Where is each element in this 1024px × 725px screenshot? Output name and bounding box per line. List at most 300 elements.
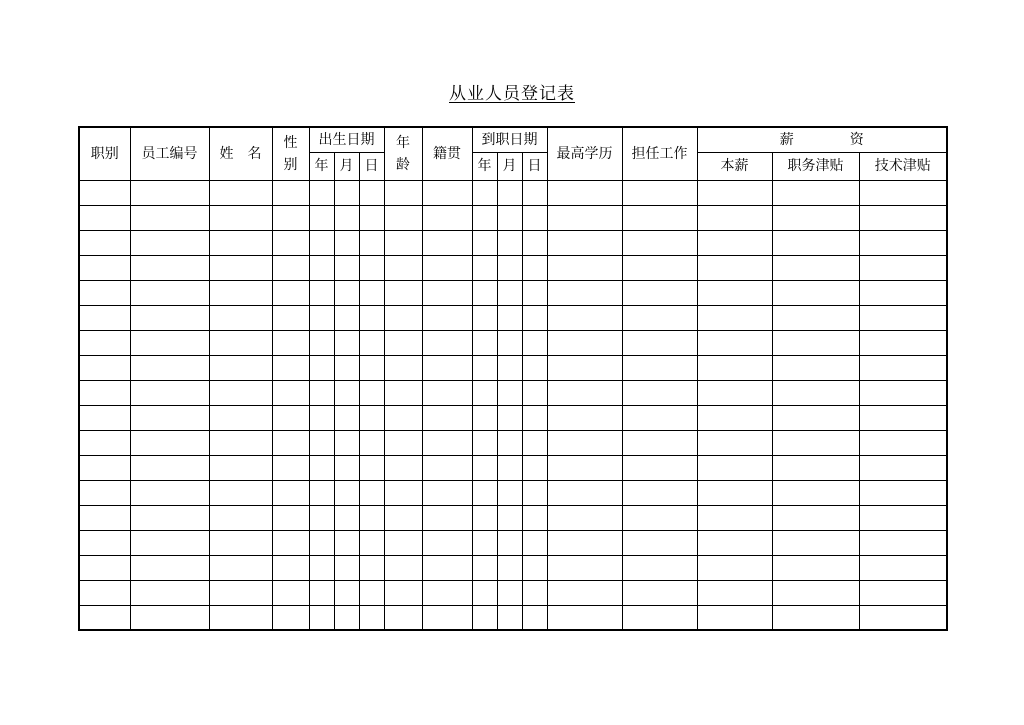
- table-cell[interactable]: [130, 205, 209, 230]
- table-cell[interactable]: [422, 555, 472, 580]
- table-cell[interactable]: [772, 555, 859, 580]
- table-cell[interactable]: [272, 305, 309, 330]
- table-cell[interactable]: [384, 605, 422, 630]
- table-cell[interactable]: [272, 330, 309, 355]
- table-cell[interactable]: [522, 255, 547, 280]
- table-cell[interactable]: [272, 405, 309, 430]
- table-cell[interactable]: [422, 205, 472, 230]
- table-cell[interactable]: [522, 205, 547, 230]
- table-cell[interactable]: [697, 580, 772, 605]
- table-cell[interactable]: [130, 530, 209, 555]
- table-cell[interactable]: [697, 430, 772, 455]
- table-cell[interactable]: [622, 305, 697, 330]
- table-cell[interactable]: [79, 255, 130, 280]
- table-cell[interactable]: [272, 505, 309, 530]
- table-cell[interactable]: [272, 430, 309, 455]
- table-cell[interactable]: [622, 555, 697, 580]
- table-cell[interactable]: [79, 455, 130, 480]
- table-cell[interactable]: [334, 305, 359, 330]
- table-cell[interactable]: [522, 580, 547, 605]
- table-cell[interactable]: [497, 480, 522, 505]
- table-cell[interactable]: [859, 455, 947, 480]
- table-cell[interactable]: [472, 280, 497, 305]
- table-cell[interactable]: [384, 530, 422, 555]
- table-cell[interactable]: [209, 280, 272, 305]
- table-cell[interactable]: [334, 230, 359, 255]
- table-cell[interactable]: [859, 180, 947, 205]
- table-cell[interactable]: [472, 555, 497, 580]
- table-cell[interactable]: [622, 230, 697, 255]
- table-cell[interactable]: [272, 180, 309, 205]
- table-cell[interactable]: [209, 405, 272, 430]
- table-cell[interactable]: [522, 305, 547, 330]
- table-cell[interactable]: [384, 255, 422, 280]
- table-cell[interactable]: [697, 230, 772, 255]
- table-cell[interactable]: [547, 280, 622, 305]
- table-cell[interactable]: [772, 280, 859, 305]
- table-cell[interactable]: [522, 180, 547, 205]
- table-cell[interactable]: [859, 505, 947, 530]
- table-cell[interactable]: [384, 430, 422, 455]
- table-cell[interactable]: [622, 580, 697, 605]
- table-cell[interactable]: [309, 480, 334, 505]
- table-cell[interactable]: [472, 255, 497, 280]
- table-cell[interactable]: [772, 430, 859, 455]
- table-cell[interactable]: [522, 430, 547, 455]
- table-cell[interactable]: [497, 230, 522, 255]
- table-cell[interactable]: [79, 330, 130, 355]
- table-cell[interactable]: [309, 355, 334, 380]
- table-cell[interactable]: [130, 405, 209, 430]
- table-cell[interactable]: [422, 480, 472, 505]
- table-cell[interactable]: [384, 180, 422, 205]
- table-cell[interactable]: [497, 205, 522, 230]
- table-cell[interactable]: [859, 305, 947, 330]
- table-cell[interactable]: [697, 405, 772, 430]
- table-cell[interactable]: [622, 330, 697, 355]
- table-cell[interactable]: [622, 480, 697, 505]
- table-cell[interactable]: [209, 355, 272, 380]
- table-cell[interactable]: [772, 405, 859, 430]
- table-cell[interactable]: [772, 255, 859, 280]
- table-cell[interactable]: [272, 230, 309, 255]
- table-cell[interactable]: [697, 480, 772, 505]
- table-cell[interactable]: [334, 605, 359, 630]
- table-cell[interactable]: [209, 230, 272, 255]
- table-cell[interactable]: [130, 455, 209, 480]
- table-cell[interactable]: [130, 505, 209, 530]
- table-cell[interactable]: [547, 180, 622, 205]
- table-cell[interactable]: [697, 505, 772, 530]
- table-cell[interactable]: [359, 280, 384, 305]
- table-cell[interactable]: [547, 530, 622, 555]
- table-cell[interactable]: [547, 205, 622, 230]
- table-cell[interactable]: [622, 455, 697, 480]
- table-cell[interactable]: [130, 555, 209, 580]
- table-cell[interactable]: [697, 555, 772, 580]
- table-cell[interactable]: [79, 580, 130, 605]
- table-cell[interactable]: [209, 380, 272, 405]
- table-cell[interactable]: [472, 355, 497, 380]
- table-cell[interactable]: [522, 530, 547, 555]
- table-cell[interactable]: [547, 480, 622, 505]
- table-cell[interactable]: [859, 230, 947, 255]
- table-cell[interactable]: [79, 505, 130, 530]
- table-cell[interactable]: [79, 305, 130, 330]
- table-cell[interactable]: [422, 255, 472, 280]
- table-cell[interactable]: [359, 555, 384, 580]
- table-cell[interactable]: [309, 505, 334, 530]
- table-cell[interactable]: [79, 230, 130, 255]
- table-cell[interactable]: [272, 555, 309, 580]
- table-cell[interactable]: [622, 380, 697, 405]
- table-cell[interactable]: [547, 555, 622, 580]
- table-cell[interactable]: [859, 480, 947, 505]
- table-cell[interactable]: [622, 180, 697, 205]
- table-cell[interactable]: [79, 480, 130, 505]
- table-cell[interactable]: [359, 605, 384, 630]
- table-cell[interactable]: [622, 505, 697, 530]
- table-cell[interactable]: [384, 480, 422, 505]
- table-cell[interactable]: [334, 455, 359, 480]
- table-cell[interactable]: [209, 205, 272, 230]
- table-cell[interactable]: [859, 580, 947, 605]
- table-cell[interactable]: [859, 555, 947, 580]
- table-cell[interactable]: [772, 180, 859, 205]
- table-cell[interactable]: [522, 280, 547, 305]
- table-cell[interactable]: [309, 380, 334, 405]
- table-cell[interactable]: [622, 605, 697, 630]
- table-cell[interactable]: [359, 380, 384, 405]
- table-cell[interactable]: [697, 255, 772, 280]
- table-cell[interactable]: [859, 280, 947, 305]
- table-cell[interactable]: [79, 355, 130, 380]
- table-cell[interactable]: [334, 430, 359, 455]
- table-cell[interactable]: [130, 330, 209, 355]
- table-cell[interactable]: [772, 480, 859, 505]
- table-cell[interactable]: [384, 330, 422, 355]
- table-cell[interactable]: [384, 280, 422, 305]
- table-cell[interactable]: [772, 230, 859, 255]
- table-cell[interactable]: [697, 380, 772, 405]
- table-cell[interactable]: [622, 405, 697, 430]
- table-cell[interactable]: [130, 580, 209, 605]
- table-cell[interactable]: [472, 430, 497, 455]
- table-cell[interactable]: [697, 605, 772, 630]
- table-cell[interactable]: [334, 480, 359, 505]
- table-cell[interactable]: [79, 180, 130, 205]
- table-cell[interactable]: [497, 605, 522, 630]
- table-cell[interactable]: [209, 605, 272, 630]
- table-cell[interactable]: [209, 455, 272, 480]
- table-cell[interactable]: [859, 405, 947, 430]
- table-cell[interactable]: [422, 405, 472, 430]
- table-cell[interactable]: [497, 530, 522, 555]
- table-cell[interactable]: [859, 255, 947, 280]
- table-cell[interactable]: [422, 280, 472, 305]
- table-cell[interactable]: [622, 255, 697, 280]
- table-cell[interactable]: [334, 505, 359, 530]
- table-cell[interactable]: [309, 405, 334, 430]
- table-cell[interactable]: [384, 230, 422, 255]
- table-cell[interactable]: [522, 455, 547, 480]
- table-cell[interactable]: [497, 580, 522, 605]
- table-cell[interactable]: [79, 555, 130, 580]
- table-cell[interactable]: [130, 305, 209, 330]
- table-cell[interactable]: [422, 605, 472, 630]
- table-cell[interactable]: [422, 180, 472, 205]
- table-cell[interactable]: [130, 380, 209, 405]
- table-cell[interactable]: [272, 205, 309, 230]
- table-cell[interactable]: [697, 205, 772, 230]
- table-cell[interactable]: [472, 505, 497, 530]
- table-cell[interactable]: [309, 530, 334, 555]
- table-cell[interactable]: [384, 355, 422, 380]
- table-cell[interactable]: [309, 605, 334, 630]
- table-cell[interactable]: [859, 430, 947, 455]
- table-cell[interactable]: [334, 255, 359, 280]
- table-cell[interactable]: [522, 605, 547, 630]
- table-cell[interactable]: [334, 330, 359, 355]
- table-cell[interactable]: [209, 180, 272, 205]
- table-cell[interactable]: [497, 280, 522, 305]
- table-cell[interactable]: [547, 605, 622, 630]
- table-cell[interactable]: [309, 330, 334, 355]
- table-cell[interactable]: [209, 555, 272, 580]
- table-cell[interactable]: [697, 455, 772, 480]
- table-cell[interactable]: [522, 480, 547, 505]
- table-cell[interactable]: [384, 305, 422, 330]
- table-cell[interactable]: [334, 380, 359, 405]
- table-cell[interactable]: [422, 455, 472, 480]
- table-cell[interactable]: [497, 430, 522, 455]
- table-cell[interactable]: [272, 455, 309, 480]
- table-cell[interactable]: [497, 330, 522, 355]
- table-cell[interactable]: [384, 505, 422, 530]
- table-cell[interactable]: [772, 505, 859, 530]
- table-cell[interactable]: [272, 380, 309, 405]
- table-cell[interactable]: [79, 605, 130, 630]
- table-cell[interactable]: [130, 605, 209, 630]
- table-cell[interactable]: [334, 355, 359, 380]
- table-cell[interactable]: [422, 380, 472, 405]
- table-cell[interactable]: [309, 580, 334, 605]
- table-cell[interactable]: [497, 380, 522, 405]
- table-cell[interactable]: [547, 430, 622, 455]
- table-cell[interactable]: [309, 180, 334, 205]
- table-cell[interactable]: [772, 355, 859, 380]
- table-cell[interactable]: [79, 205, 130, 230]
- table-cell[interactable]: [472, 230, 497, 255]
- table-cell[interactable]: [497, 455, 522, 480]
- table-cell[interactable]: [384, 455, 422, 480]
- table-cell[interactable]: [697, 305, 772, 330]
- table-cell[interactable]: [859, 330, 947, 355]
- table-cell[interactable]: [384, 555, 422, 580]
- table-cell[interactable]: [359, 405, 384, 430]
- table-cell[interactable]: [272, 580, 309, 605]
- table-cell[interactable]: [130, 255, 209, 280]
- table-cell[interactable]: [359, 455, 384, 480]
- table-cell[interactable]: [622, 355, 697, 380]
- table-cell[interactable]: [79, 405, 130, 430]
- table-cell[interactable]: [859, 205, 947, 230]
- table-cell[interactable]: [79, 380, 130, 405]
- table-cell[interactable]: [309, 230, 334, 255]
- table-cell[interactable]: [422, 430, 472, 455]
- table-cell[interactable]: [272, 280, 309, 305]
- table-cell[interactable]: [497, 180, 522, 205]
- table-cell[interactable]: [772, 605, 859, 630]
- table-cell[interactable]: [547, 355, 622, 380]
- table-cell[interactable]: [547, 255, 622, 280]
- table-cell[interactable]: [859, 380, 947, 405]
- table-cell[interactable]: [334, 580, 359, 605]
- table-cell[interactable]: [272, 605, 309, 630]
- table-cell[interactable]: [547, 380, 622, 405]
- table-cell[interactable]: [522, 230, 547, 255]
- table-cell[interactable]: [859, 355, 947, 380]
- table-cell[interactable]: [522, 355, 547, 380]
- table-cell[interactable]: [422, 505, 472, 530]
- table-cell[interactable]: [697, 180, 772, 205]
- table-cell[interactable]: [79, 530, 130, 555]
- table-cell[interactable]: [522, 555, 547, 580]
- table-cell[interactable]: [772, 580, 859, 605]
- table-cell[interactable]: [309, 455, 334, 480]
- table-cell[interactable]: [422, 530, 472, 555]
- table-cell[interactable]: [130, 180, 209, 205]
- table-cell[interactable]: [359, 305, 384, 330]
- table-cell[interactable]: [522, 505, 547, 530]
- table-cell[interactable]: [209, 505, 272, 530]
- table-cell[interactable]: [422, 330, 472, 355]
- table-cell[interactable]: [522, 330, 547, 355]
- table-cell[interactable]: [209, 580, 272, 605]
- table-cell[interactable]: [209, 480, 272, 505]
- table-cell[interactable]: [309, 255, 334, 280]
- table-cell[interactable]: [334, 180, 359, 205]
- table-cell[interactable]: [472, 205, 497, 230]
- table-cell[interactable]: [334, 555, 359, 580]
- table-cell[interactable]: [209, 330, 272, 355]
- table-cell[interactable]: [359, 330, 384, 355]
- table-cell[interactable]: [359, 230, 384, 255]
- table-cell[interactable]: [547, 305, 622, 330]
- table-cell[interactable]: [522, 405, 547, 430]
- table-cell[interactable]: [772, 330, 859, 355]
- table-cell[interactable]: [359, 255, 384, 280]
- table-cell[interactable]: [472, 405, 497, 430]
- table-cell[interactable]: [472, 530, 497, 555]
- table-cell[interactable]: [497, 355, 522, 380]
- table-cell[interactable]: [272, 255, 309, 280]
- table-cell[interactable]: [472, 480, 497, 505]
- table-cell[interactable]: [79, 430, 130, 455]
- table-cell[interactable]: [209, 430, 272, 455]
- table-cell[interactable]: [334, 405, 359, 430]
- table-cell[interactable]: [497, 255, 522, 280]
- table-cell[interactable]: [772, 530, 859, 555]
- table-cell[interactable]: [422, 305, 472, 330]
- table-cell[interactable]: [697, 330, 772, 355]
- table-cell[interactable]: [547, 405, 622, 430]
- table-cell[interactable]: [472, 605, 497, 630]
- table-cell[interactable]: [472, 580, 497, 605]
- table-cell[interactable]: [497, 505, 522, 530]
- table-cell[interactable]: [547, 230, 622, 255]
- table-cell[interactable]: [622, 280, 697, 305]
- table-cell[interactable]: [622, 430, 697, 455]
- table-cell[interactable]: [359, 355, 384, 380]
- table-cell[interactable]: [334, 205, 359, 230]
- table-cell[interactable]: [209, 305, 272, 330]
- table-cell[interactable]: [359, 480, 384, 505]
- table-cell[interactable]: [772, 455, 859, 480]
- table-cell[interactable]: [472, 380, 497, 405]
- table-cell[interactable]: [697, 355, 772, 380]
- table-cell[interactable]: [859, 530, 947, 555]
- table-cell[interactable]: [772, 305, 859, 330]
- table-cell[interactable]: [422, 355, 472, 380]
- table-cell[interactable]: [622, 530, 697, 555]
- table-cell[interactable]: [309, 205, 334, 230]
- table-cell[interactable]: [334, 530, 359, 555]
- table-cell[interactable]: [497, 405, 522, 430]
- table-cell[interactable]: [472, 330, 497, 355]
- table-cell[interactable]: [359, 205, 384, 230]
- table-cell[interactable]: [697, 280, 772, 305]
- table-cell[interactable]: [130, 430, 209, 455]
- table-cell[interactable]: [272, 530, 309, 555]
- table-cell[interactable]: [130, 355, 209, 380]
- table-cell[interactable]: [309, 555, 334, 580]
- table-cell[interactable]: [547, 455, 622, 480]
- table-cell[interactable]: [772, 205, 859, 230]
- table-cell[interactable]: [547, 505, 622, 530]
- table-cell[interactable]: [359, 180, 384, 205]
- table-cell[interactable]: [472, 180, 497, 205]
- table-cell[interactable]: [309, 280, 334, 305]
- table-cell[interactable]: [309, 430, 334, 455]
- table-cell[interactable]: [359, 505, 384, 530]
- table-cell[interactable]: [130, 280, 209, 305]
- table-cell[interactable]: [359, 580, 384, 605]
- table-cell[interactable]: [209, 255, 272, 280]
- table-cell[interactable]: [384, 380, 422, 405]
- table-cell[interactable]: [309, 305, 334, 330]
- table-cell[interactable]: [359, 430, 384, 455]
- table-cell[interactable]: [472, 455, 497, 480]
- table-cell[interactable]: [497, 555, 522, 580]
- table-cell[interactable]: [697, 530, 772, 555]
- table-cell[interactable]: [384, 205, 422, 230]
- table-cell[interactable]: [622, 205, 697, 230]
- table-cell[interactable]: [384, 405, 422, 430]
- table-cell[interactable]: [772, 380, 859, 405]
- table-cell[interactable]: [547, 580, 622, 605]
- table-cell[interactable]: [497, 305, 522, 330]
- table-cell[interactable]: [130, 230, 209, 255]
- table-cell[interactable]: [272, 480, 309, 505]
- table-cell[interactable]: [422, 230, 472, 255]
- table-cell[interactable]: [472, 305, 497, 330]
- table-cell[interactable]: [334, 280, 359, 305]
- table-cell[interactable]: [79, 280, 130, 305]
- table-cell[interactable]: [422, 580, 472, 605]
- table-cell[interactable]: [209, 530, 272, 555]
- table-cell[interactable]: [359, 530, 384, 555]
